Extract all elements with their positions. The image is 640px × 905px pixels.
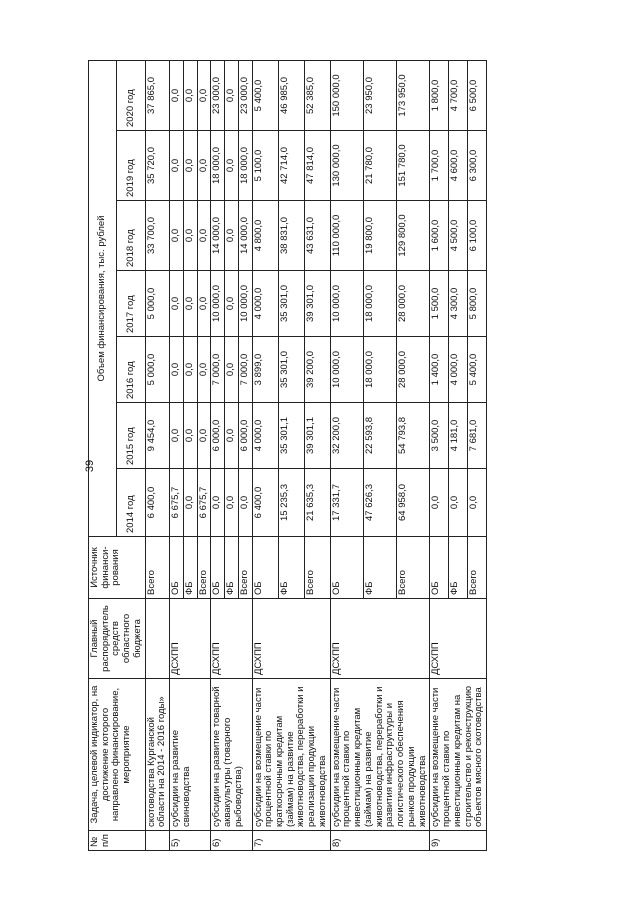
row-manager: ДСХПП	[252, 599, 330, 679]
value-cell: 47 626,3	[363, 469, 396, 537]
rotated-table-container	[88, 61, 540, 851]
value-cell: 23 000,0	[211, 61, 225, 131]
row-number	[145, 831, 169, 851]
value-cell: 0,0	[225, 61, 239, 131]
row-source: ОБ	[211, 537, 225, 599]
row-manager	[145, 599, 169, 679]
value-cell: 0,0	[225, 201, 239, 271]
value-cell: 0,0	[449, 469, 468, 537]
value-cell: 129 800,0	[397, 201, 430, 271]
value-cell: 1 700,0	[430, 131, 449, 201]
value-cell: 0,0	[225, 337, 239, 403]
value-cell: 3 500,0	[430, 403, 449, 469]
value-cell: 18 000,0	[363, 271, 396, 337]
value-cell: 37 865,0	[145, 61, 169, 131]
row-number: 9)	[430, 831, 487, 851]
row-source: Всего	[238, 537, 252, 599]
row-number: 6)	[211, 831, 252, 851]
header-year: 2015 год	[117, 403, 145, 469]
value-cell: 173 950,0	[397, 61, 430, 131]
value-cell: 21 780,0	[363, 131, 396, 201]
row-source: ФБ	[449, 537, 468, 599]
value-cell: 6 000,0	[238, 403, 252, 469]
value-cell: 5 000,0	[145, 337, 169, 403]
value-cell: 0,0	[183, 337, 197, 403]
value-cell: 0,0	[170, 61, 184, 131]
row-source: Всего	[145, 537, 169, 599]
value-cell: 6 300,0	[468, 131, 487, 201]
value-cell: 5 800,0	[468, 271, 487, 337]
value-cell: 0,0	[170, 337, 184, 403]
row-task-text: субсидии на развитие товарной аквакультуры (товарного рыбоводства)	[211, 679, 252, 831]
header-year: 2019 год	[117, 131, 145, 201]
header-source: Источник финанси-рования	[89, 537, 146, 599]
value-cell: 32 200,0	[330, 403, 363, 469]
row-source: Всего	[397, 537, 430, 599]
value-cell: 4 181,0	[449, 403, 468, 469]
value-cell: 0,0	[183, 131, 197, 201]
value-cell: 23 950,0	[363, 61, 396, 131]
value-cell: 6 100,0	[468, 201, 487, 271]
row-source: ФБ	[363, 537, 396, 599]
value-cell: 0,0	[197, 201, 211, 271]
row-source: Всего	[197, 537, 211, 599]
value-cell: 7 000,0	[238, 337, 252, 403]
table-row	[330, 61, 363, 851]
header-no: № п/п	[89, 831, 146, 851]
value-cell: 43 631,0	[304, 201, 330, 271]
row-source: Всего	[304, 537, 330, 599]
value-cell: 39 200,0	[304, 337, 330, 403]
value-cell: 35 720,0	[145, 131, 169, 201]
value-cell: 28 000,0	[397, 271, 430, 337]
value-cell: 0,0	[197, 271, 211, 337]
value-cell: 5 400,0	[252, 61, 278, 131]
value-cell: 42 714,0	[278, 131, 304, 201]
table-body	[145, 61, 486, 851]
value-cell: 130 000,0	[330, 131, 363, 201]
value-cell: 64 958,0	[397, 469, 430, 537]
value-cell: 18 000,0	[238, 131, 252, 201]
value-cell: 0,0	[211, 469, 225, 537]
value-cell: 7 681,0	[468, 403, 487, 469]
value-cell: 151 780,0	[397, 131, 430, 201]
value-cell: 6 500,0	[468, 61, 487, 131]
value-cell: 10 000,0	[238, 271, 252, 337]
value-cell: 0,0	[183, 469, 197, 537]
value-cell: 6 400,0	[145, 469, 169, 537]
row-source: Всего	[468, 537, 487, 599]
value-cell: 39 301,1	[304, 403, 330, 469]
value-cell: 5 400,0	[468, 337, 487, 403]
value-cell: 14 000,0	[238, 201, 252, 271]
value-cell: 28 000,0	[397, 337, 430, 403]
value-cell: 0,0	[197, 403, 211, 469]
value-cell: 38 831,0	[278, 201, 304, 271]
header-volume: Объем финансирования, тыс. рублей	[89, 61, 117, 537]
header-task: Задача, целевой индикатор, на достижение которого направлено финансирование, мероприятие	[89, 679, 146, 831]
value-cell: 4 500,0	[449, 201, 468, 271]
value-cell: 0,0	[238, 469, 252, 537]
value-cell: 0,0	[197, 131, 211, 201]
header-year: 2018 год	[117, 201, 145, 271]
value-cell: 4 700,0	[449, 61, 468, 131]
value-cell: 110 000,0	[330, 201, 363, 271]
value-cell: 23 000,0	[238, 61, 252, 131]
row-task-text: субсидии на возмещение части процентной ставки по инвестиционным кредитам на строительство и реконструкцию объектов мясного скотоводства	[430, 679, 487, 831]
value-cell: 4 600,0	[449, 131, 468, 201]
value-cell: 1 800,0	[430, 61, 449, 131]
value-cell: 4 000,0	[449, 337, 468, 403]
value-cell: 0,0	[225, 403, 239, 469]
header-manager: Главный распорядитель средств областного бюджета	[89, 599, 146, 679]
row-source: ФБ	[183, 537, 197, 599]
value-cell: 21 635,3	[304, 469, 330, 537]
value-cell: 0,0	[225, 469, 239, 537]
value-cell: 150 000,0	[330, 61, 363, 131]
header-year: 2020 год	[117, 61, 145, 131]
row-manager: ДСХПП	[330, 599, 430, 679]
value-cell: 0,0	[225, 131, 239, 201]
value-cell: 0,0	[183, 403, 197, 469]
value-cell: 19 800,0	[363, 201, 396, 271]
value-cell: 4 000,0	[252, 271, 278, 337]
value-cell: 0,0	[170, 131, 184, 201]
value-cell: 52 385,0	[304, 61, 330, 131]
value-cell: 22 593,8	[363, 403, 396, 469]
row-task-text: скотоводства Курганской области на 2014 - 2016 годы»	[145, 679, 169, 831]
value-cell: 4 000,0	[252, 403, 278, 469]
row-number: 5)	[170, 831, 211, 851]
value-cell: 0,0	[225, 271, 239, 337]
row-manager: ДСХПП	[430, 599, 487, 679]
financing-table	[88, 60, 487, 851]
value-cell: 6 675,7	[170, 469, 184, 537]
row-source: ФБ	[225, 537, 239, 599]
value-cell: 5 100,0	[252, 131, 278, 201]
header-row-1	[89, 61, 117, 851]
value-cell: 4 800,0	[252, 201, 278, 271]
value-cell: 35 301,1	[278, 403, 304, 469]
value-cell: 0,0	[170, 403, 184, 469]
value-cell: 17 331,7	[330, 469, 363, 537]
value-cell: 18 000,0	[211, 131, 225, 201]
row-number: 7)	[252, 831, 330, 851]
value-cell: 1 500,0	[430, 271, 449, 337]
value-cell: 18 000,0	[363, 337, 396, 403]
value-cell: 7 000,0	[211, 337, 225, 403]
value-cell: 5 000,0	[145, 271, 169, 337]
value-cell: 0,0	[170, 201, 184, 271]
row-number: 8)	[330, 831, 430, 851]
value-cell: 6 000,0	[211, 403, 225, 469]
value-cell: 0,0	[197, 337, 211, 403]
value-cell: 0,0	[183, 201, 197, 271]
table-row	[252, 61, 278, 851]
header-year: 2016 год	[117, 337, 145, 403]
value-cell: 10 000,0	[330, 271, 363, 337]
value-cell: 0,0	[430, 469, 449, 537]
value-cell: 35 301,0	[278, 337, 304, 403]
value-cell: 3 899,0	[252, 337, 278, 403]
row-source: ОБ	[430, 537, 449, 599]
row-source: ОБ	[170, 537, 184, 599]
row-source: ФБ	[278, 537, 304, 599]
table-row	[170, 61, 184, 851]
row-task-text: субсидии на возмещение части процентной ставки по краткосрочным кредитам (займам) на развитие животноводства, переработки и реализации продукции животноводства	[252, 679, 330, 831]
value-cell: 0,0	[468, 469, 487, 537]
value-cell: 10 000,0	[211, 271, 225, 337]
value-cell: 6 675,7	[197, 469, 211, 537]
value-cell: 6 400,0	[252, 469, 278, 537]
value-cell: 0,0	[183, 61, 197, 131]
value-cell: 33 700,0	[145, 201, 169, 271]
value-cell: 54 793,8	[397, 403, 430, 469]
page-number: 39	[84, 459, 96, 473]
row-task-text: субсидии на развитие свиноводства	[170, 679, 211, 831]
row-task-text: субсидии на возмещение части процентной ставки по инвестиционным кредитам (займам) на развитие животноводства, переработки и развития инфраструктуры и логистического обеспечения рынков продукции животноводства	[330, 679, 430, 831]
value-cell: 46 985,0	[278, 61, 304, 131]
value-cell: 0,0	[183, 271, 197, 337]
value-cell: 47 814,0	[304, 131, 330, 201]
table-row	[145, 61, 169, 851]
header-year: 2017 год	[117, 271, 145, 337]
value-cell: 1 600,0	[430, 201, 449, 271]
value-cell: 15 235,3	[278, 469, 304, 537]
table-row	[430, 61, 449, 851]
value-cell: 14 000,0	[211, 201, 225, 271]
value-cell: 35 301,0	[278, 271, 304, 337]
value-cell: 1 400,0	[430, 337, 449, 403]
value-cell: 39 301,0	[304, 271, 330, 337]
header-year: 2014 год	[117, 469, 145, 537]
value-cell: 10 000,0	[330, 337, 363, 403]
row-manager: ДСХПП	[170, 599, 211, 679]
table-row	[211, 61, 225, 851]
value-cell: 0,0	[197, 61, 211, 131]
value-cell: 0,0	[170, 271, 184, 337]
row-source: ОБ	[252, 537, 278, 599]
value-cell: 4 300,0	[449, 271, 468, 337]
row-source: ОБ	[330, 537, 363, 599]
row-manager: ДСХПП	[211, 599, 252, 679]
value-cell: 9 454,0	[145, 403, 169, 469]
